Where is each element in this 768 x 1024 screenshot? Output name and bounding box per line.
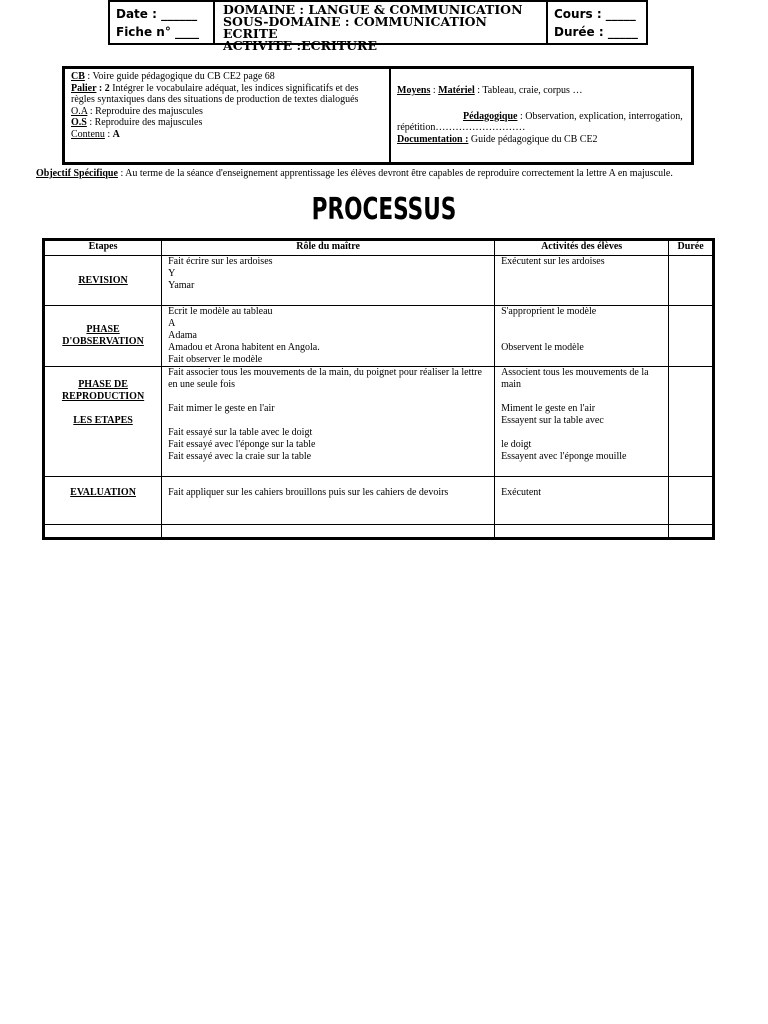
activite-text: ACTIVITE :ECRITURE bbox=[223, 38, 377, 53]
domaine-text: DOMAINE : LANGUE & COMMUNICATION bbox=[223, 2, 523, 17]
etape-label: PHASE DE REPRODUCTION bbox=[61, 379, 145, 402]
cb-line bbox=[71, 71, 383, 83]
eleves-cell bbox=[495, 256, 669, 306]
moyens-line: Moyens : Matériel : Tableau, craie, corpus … bbox=[397, 85, 583, 96]
maitre-text: Fait associer tous les mouvements de la main, du poignet pour réaliser la lettre en une seule fois Fait mimer le geste en l'air Fait essayé sur la table avec le doigt Fait essayé avec l'éponge sur la table Fait essayé avec la craie sur la table bbox=[168, 367, 482, 462]
table-row bbox=[44, 477, 714, 525]
oa-label: O.A bbox=[71, 105, 88, 117]
page-title: PROCESSUS bbox=[311, 192, 457, 227]
contenu-label: Contenu bbox=[71, 128, 105, 140]
empty-cell bbox=[162, 525, 495, 539]
fiche-label: Fiche n° ____ bbox=[116, 25, 200, 39]
materiel-label: Matériel bbox=[438, 85, 475, 96]
maitre-cell bbox=[162, 256, 495, 306]
eleves-text: S'approprient le modèle Observent le modèle bbox=[501, 306, 597, 353]
materiel-text: : Tableau, craie, corpus … bbox=[474, 85, 583, 96]
documentation-text: Guide pédagogique du CB CE2 bbox=[468, 133, 598, 145]
contenu-line bbox=[71, 129, 383, 141]
duree-label: Durée : _____ bbox=[554, 25, 638, 39]
os-label: O.S bbox=[71, 117, 87, 128]
etape-cell bbox=[44, 367, 162, 477]
empty-cell bbox=[495, 525, 669, 539]
oa-text: : Reproduire des majuscules bbox=[87, 105, 203, 117]
palier-label: Palier bbox=[71, 82, 97, 94]
maitre-text: Ecrit le modèle au tableau A Adama Amadou et Arona habitent en Angola. Fait observer le modèle bbox=[168, 306, 320, 365]
palier-num: : 2 bbox=[96, 82, 110, 94]
etape-cell: REVISION bbox=[44, 256, 162, 306]
duree-cell bbox=[669, 256, 714, 306]
eleves-cell bbox=[495, 367, 669, 477]
info-left bbox=[65, 69, 391, 162]
info-box bbox=[62, 66, 694, 165]
etape-sublabel: LES ETAPES bbox=[73, 415, 133, 426]
empty-cell bbox=[44, 525, 162, 539]
documentation-line: Documentation : Guide pédagogique du CB CE2 bbox=[397, 133, 598, 145]
maitre-text: Fait écrire sur les ardoises Y Yamar bbox=[168, 256, 273, 291]
cours-label: Cours : _____ bbox=[554, 7, 636, 21]
table-header-row bbox=[44, 240, 714, 256]
etape-cell: EVALUATION bbox=[44, 477, 162, 525]
moyens-label: Moyens bbox=[397, 85, 431, 96]
objectif-label: Objectif Spécifique bbox=[36, 168, 118, 179]
os-line bbox=[71, 117, 383, 129]
header-middle-cell bbox=[215, 2, 548, 53]
table-row bbox=[44, 256, 714, 306]
duree-cell bbox=[669, 367, 714, 477]
cb-text: : Voire guide pédagogique du CB CE2 page 68 bbox=[84, 71, 275, 82]
contenu-pre: : bbox=[104, 128, 113, 140]
eleves-text: Exécutent bbox=[501, 487, 542, 498]
table-row bbox=[44, 306, 714, 367]
duree-cell bbox=[669, 306, 714, 367]
os-text: : Reproduire des majuscules bbox=[86, 117, 203, 128]
pedagogique-text: : Observation, explication, interrogation, répétition……………………… bbox=[397, 110, 683, 133]
sous-domaine-text: SOUS-DOMAINE : COMMUNICATION ECRITE bbox=[223, 14, 487, 41]
pedagogique-label: Pédagogique bbox=[463, 110, 518, 122]
empty-cell bbox=[669, 525, 714, 539]
oa-line bbox=[71, 106, 383, 118]
eleves-cell bbox=[495, 306, 669, 367]
eleves-cell bbox=[495, 477, 669, 525]
table-row bbox=[44, 367, 714, 477]
cb-label: CB bbox=[71, 71, 85, 82]
maitre-cell bbox=[162, 367, 495, 477]
maitre-cell bbox=[162, 306, 495, 367]
header-activites-eleves: Activités des élèves bbox=[495, 240, 669, 256]
objectif-specifique bbox=[36, 167, 720, 180]
palier-text: Intégrer le vocabulaire adéquat, les indices significatifs et des règles syntaxiques dans des situations de production de textes dialogués bbox=[71, 82, 359, 105]
contenu-value: A bbox=[112, 128, 120, 140]
maitre-text: Fait appliquer sur les cahiers brouillons puis sur les cahiers de devoirs bbox=[168, 487, 449, 498]
info-right bbox=[391, 69, 691, 162]
pedagogique-line bbox=[397, 111, 685, 134]
eleves-text: Exécutent sur les ardoises bbox=[501, 256, 605, 267]
eleves-text: Associent tous les mouvements de la main Miment le geste en l'air Essayent sur la table avec le doigt Essayent avec l'éponge mouille bbox=[501, 367, 649, 462]
processus-table bbox=[42, 238, 715, 540]
duree-cell bbox=[669, 477, 714, 525]
header-duree: Durée bbox=[669, 240, 714, 256]
header-etapes: Etapes bbox=[44, 240, 162, 256]
header-role-maitre: Rôle du maître bbox=[162, 240, 495, 256]
etape-cell: PHASE D'OBSERVATION bbox=[44, 306, 162, 367]
palier-line bbox=[71, 83, 383, 106]
date-label: Date : ______ bbox=[116, 7, 198, 21]
maitre-cell bbox=[162, 477, 495, 525]
header-right-cell bbox=[548, 2, 646, 43]
table-row-empty bbox=[44, 525, 714, 539]
documentation-label: Documentation bbox=[397, 133, 463, 145]
header-left-cell bbox=[110, 2, 215, 43]
objectif-text: : Au terme de la séance d'enseignement apprentissage les élèves devront être capables de reproduire correctement la lettre A en majuscule. bbox=[117, 168, 673, 179]
header-strip bbox=[108, 0, 648, 53]
